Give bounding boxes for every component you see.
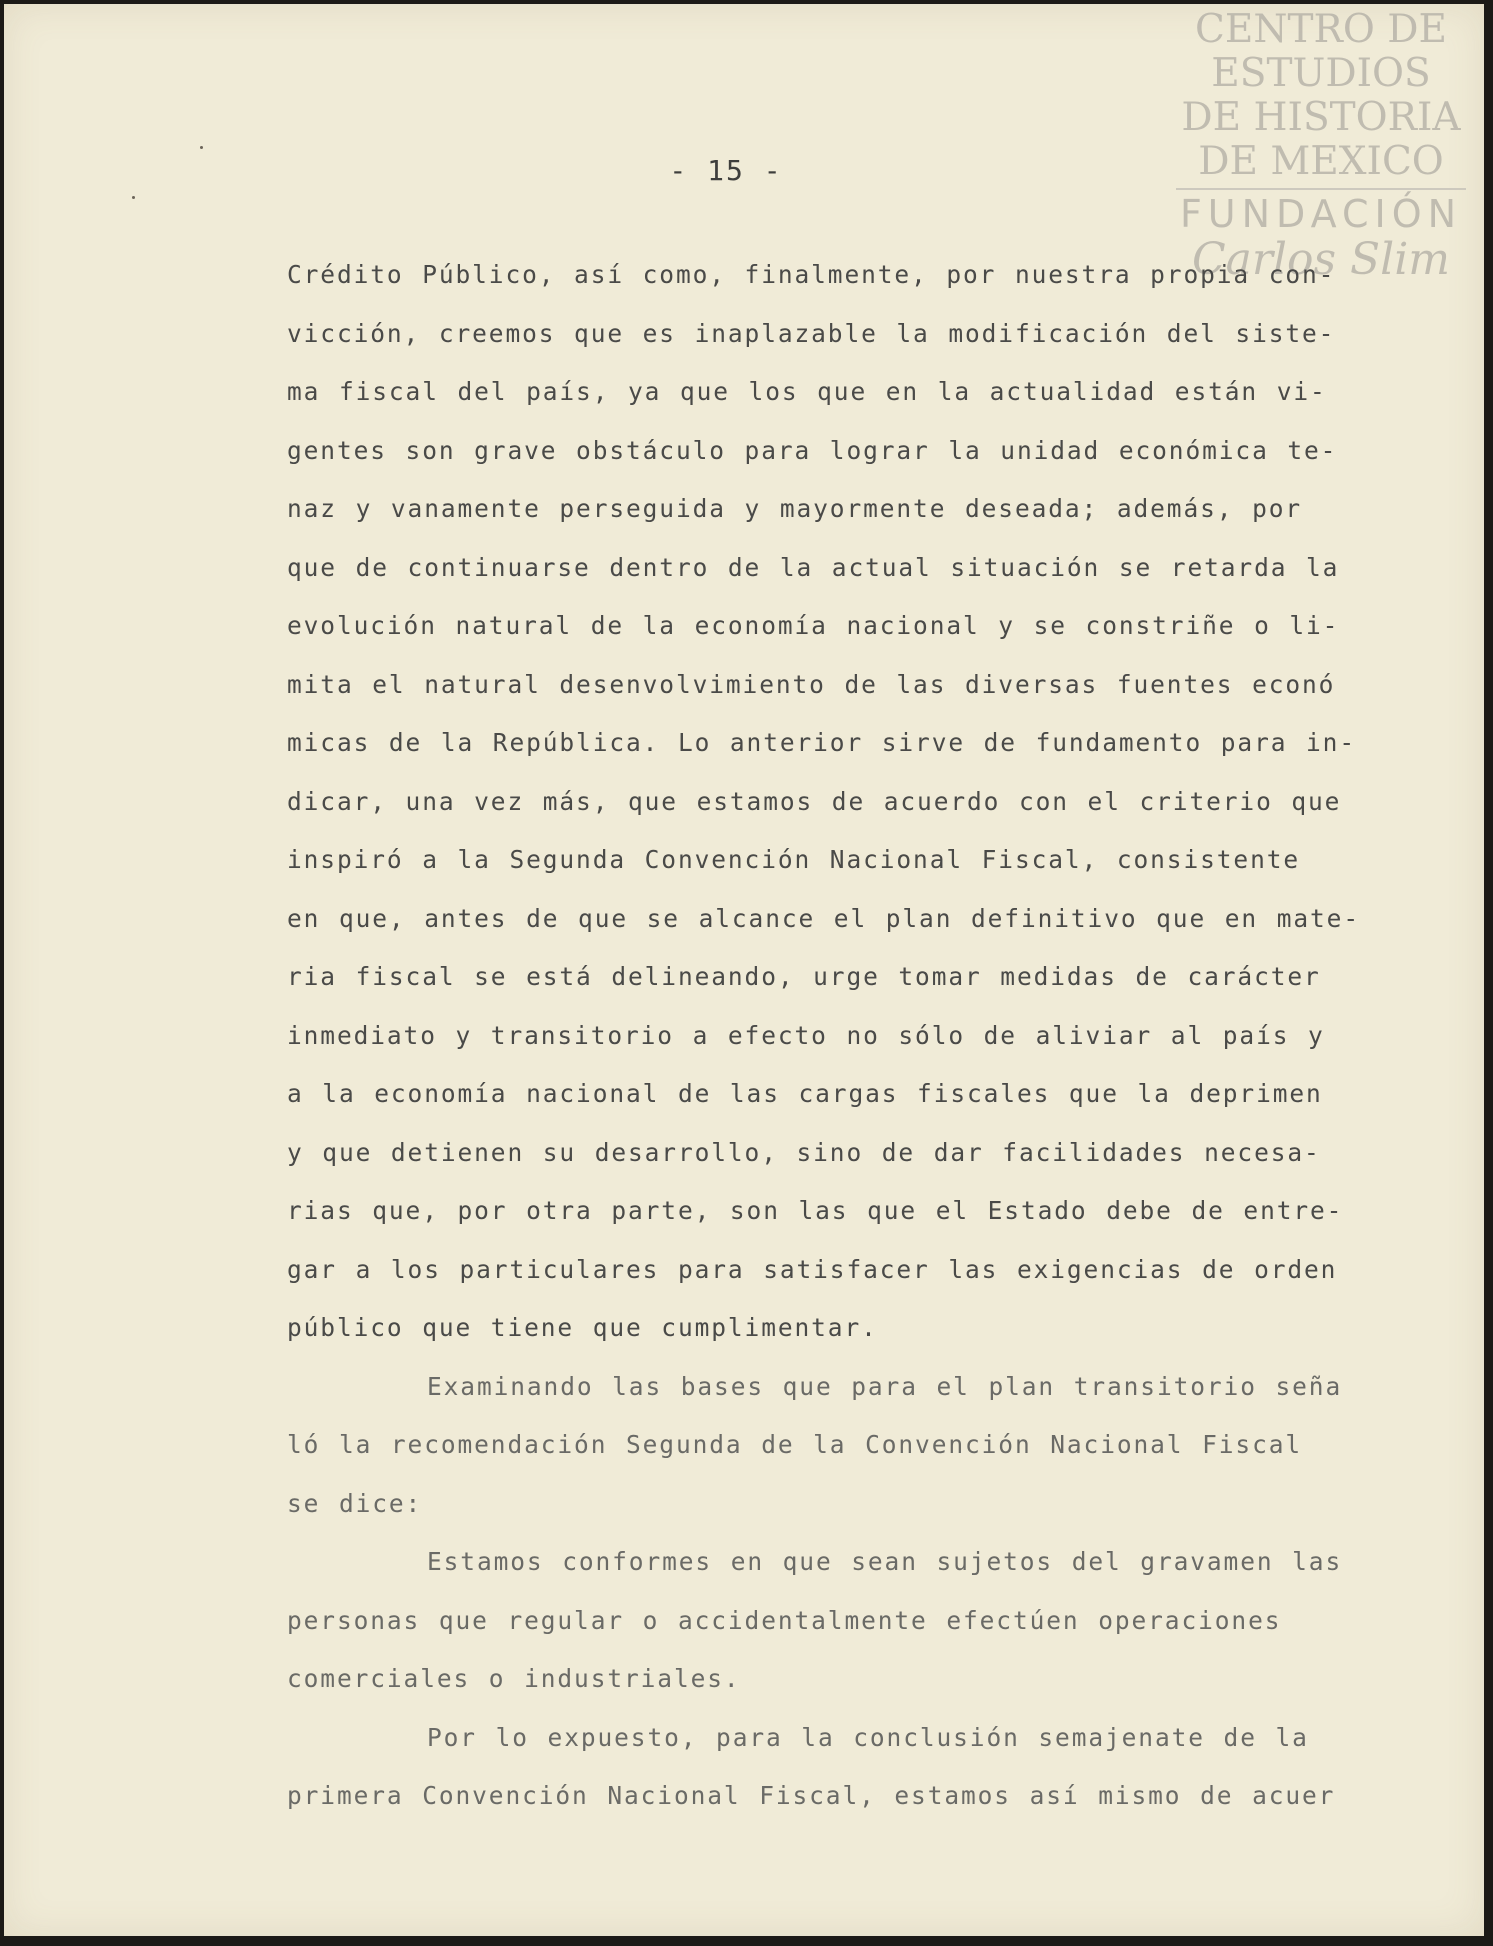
text-line: dicar, una vez más, que estamos de acuerdo con el criterio que [287,786,1342,816]
text-line: personas que regular o accidentalmente efectúen operaciones [287,1605,1282,1635]
text-line: que de continuarse dentro de la actual situación se retarda la [287,552,1340,582]
text-line: Por lo expuesto, para la conclusión semajenate de la [427,1722,1309,1752]
text-line: se dice: [287,1488,423,1518]
watermark-line: CENTRO DE [1195,7,1447,52]
text-line: primera Convención Nacional Fiscal, estamos así mismo de acuer [287,1781,1336,1810]
watermark-divider [1176,188,1466,190]
watermark-line: DE HISTORIA [1181,95,1461,140]
text-line: inspiró a la Segunda Convención Nacional Fiscal, consistente [287,845,1301,874]
text-line: comerciales o industriales. [287,1664,741,1693]
watermark-line: ESTUDIOS [1211,51,1431,96]
text-line: ma fiscal del país, ya que los que en la actualidad están vi- [287,377,1327,406]
archive-watermark [1176,8,1466,284]
watermark-signature: Carlos Slim [1191,234,1451,285]
text-line: ló la recomendación Segunda de la Convención Nacional Fiscal [287,1430,1303,1459]
text-line: a la economía nacional de las cargas fiscales que la deprimen [287,1079,1323,1108]
text-line: en que, antes de que se alcance el plan definitivo que en mate- [287,903,1360,933]
text-line: inmediato y transitorio a efecto no sólo de aliviar al país y [287,1020,1325,1050]
text-line: público que tiene que cumplimentar. [287,1313,878,1342]
text-line: Crédito Público, así como, finalmente, por nuestra propia con- [287,260,1336,289]
text-line: evolución natural de la economía nacional y se constriñe o li- [287,611,1340,640]
text-line: naz y vanamente perseguida y mayormente deseada; además, por [287,494,1303,523]
page-number: - 15 - [669,154,783,187]
text-line: mita el natural desenvolvimiento de las diversas fuentes econó [287,669,1336,699]
text-line: ria fiscal se está delineando, urge tomar medidas de carácter [287,962,1321,991]
text-line: y que detienen su desarrollo, sino de dar facilidades necesa- [287,1137,1321,1167]
text-line: Estamos conformes en que sean sujetos del gravamen las [427,1547,1343,1576]
watermark-fundacion: FUNDACIÓN [1179,192,1463,236]
document-body [287,246,1407,1826]
text-line: micas de la República. Lo anterior sirve de fundamento para in- [287,728,1356,757]
document-page [4,4,1484,1936]
text-line: gentes son grave obstáculo para lograr la unidad económica te- [287,435,1338,465]
paper-speck [200,146,203,149]
text-line: gar a los particulares para satisfacer las exigencias de orden [287,1254,1338,1284]
watermark-line: DE MEXICO [1198,139,1444,184]
paper-speck [132,196,135,199]
text-line: vicción, creemos que es inaplazable la modificación del siste- [287,318,1336,348]
text-line: Examinando las bases que para el plan transitorio seña [427,1371,1343,1401]
text-line: rias que, por otra parte, son las que el Estado debe de entre- [287,1196,1344,1225]
